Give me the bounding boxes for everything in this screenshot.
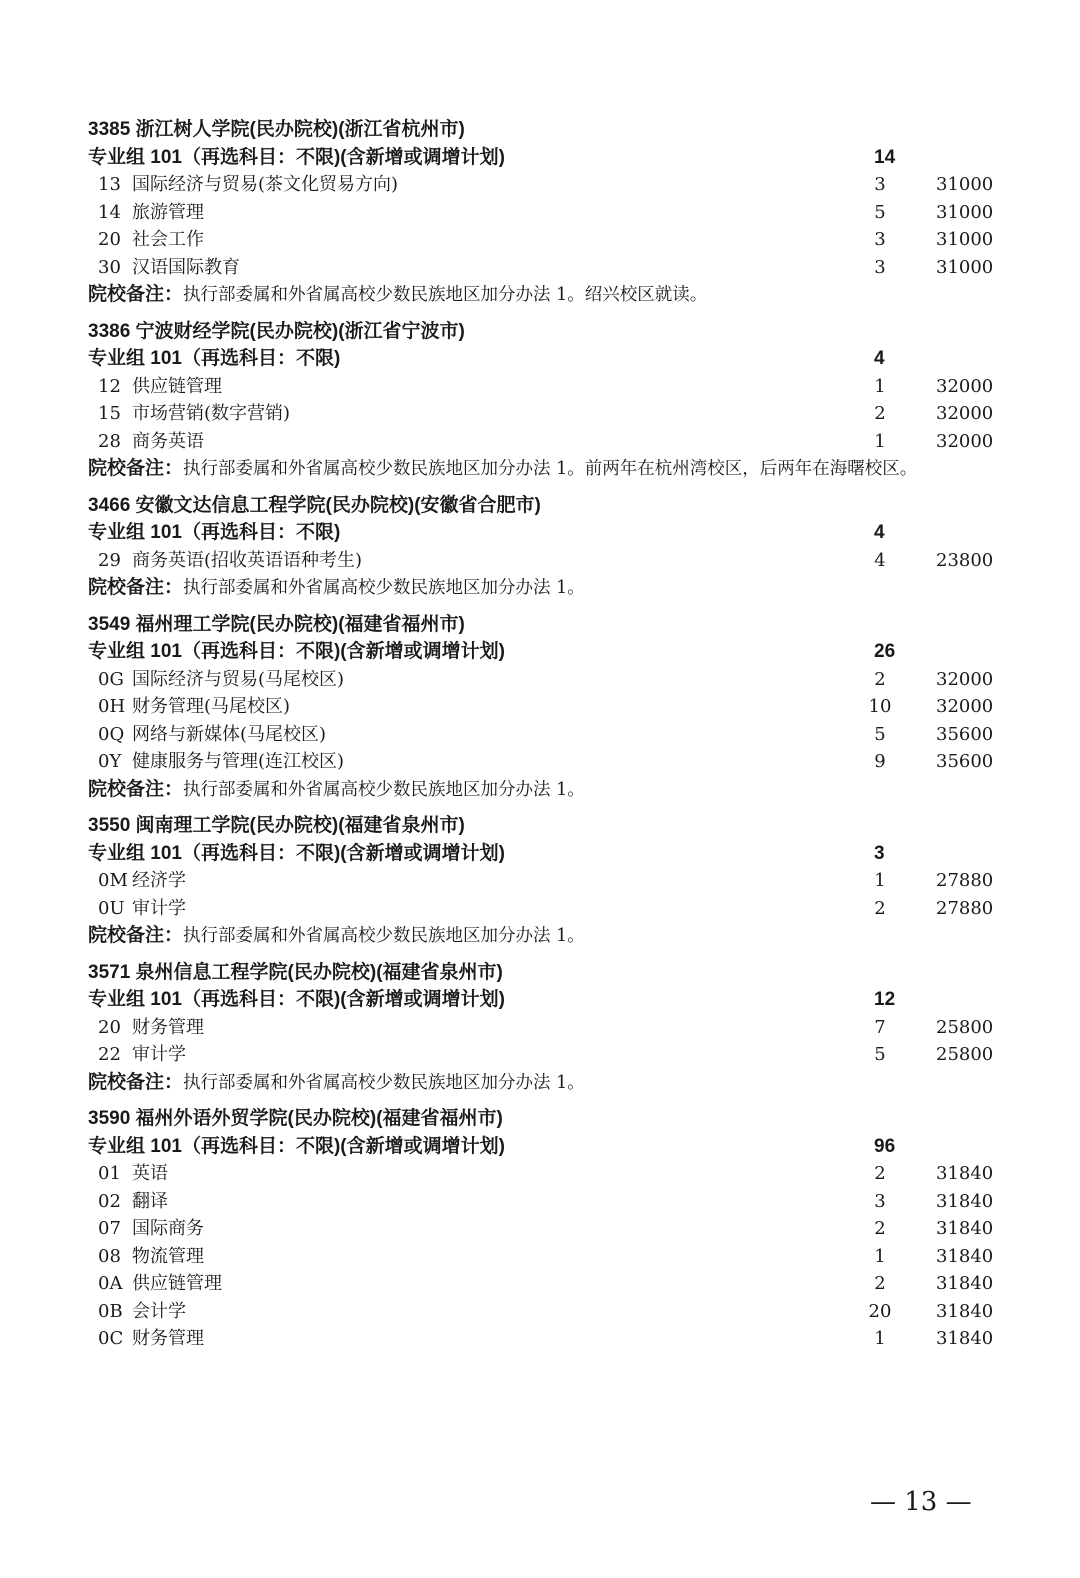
major-group-label: 专业组 101（再选科目：不限)(含新增或调增计划) [88, 146, 505, 168]
major-code: 12 [98, 375, 121, 397]
major-plan-count: 2 [874, 1163, 886, 1184]
school-note-text: 执行部委属和外省属高校少数民族地区加分办法 1。 [183, 779, 585, 800]
major-plan-count: 3 [874, 229, 886, 250]
major-name: 汉语国际教育 [132, 256, 240, 278]
major-row [88, 373, 998, 401]
major-row [88, 171, 998, 199]
major-tuition: 23800 [936, 549, 994, 571]
major-group-count: 4 [874, 348, 885, 369]
major-group-label: 专业组 101（再选科目：不限) [88, 348, 341, 369]
school-note [88, 574, 983, 603]
major-plan-count: 1 [874, 430, 886, 452]
major-group-label: 专业组 101（再选科目：不限) [88, 522, 341, 543]
school-header: 3549 福州理工学院(民办院校)(福建省福州市) [88, 613, 465, 635]
major-name: 网络与新媒体(马尾校区) [132, 723, 327, 745]
major-group-line [88, 840, 998, 868]
major-name: 审计学 [132, 897, 186, 919]
major-code: 14 [98, 201, 121, 223]
school-note [88, 455, 983, 484]
major-tuition: 32000 [936, 403, 994, 424]
major-name: 审计学 [132, 1044, 186, 1065]
major-row [88, 1243, 998, 1271]
school-block [88, 1105, 998, 1353]
major-row [88, 895, 998, 923]
major-row [88, 1188, 998, 1216]
major-row [88, 867, 998, 895]
school-header: 3571 泉州信息工程学院(民办院校)(福建省泉州市) [88, 961, 503, 983]
major-tuition: 31840 [936, 1163, 994, 1184]
major-tuition: 31840 [936, 1328, 994, 1349]
major-plan-count: 5 [874, 201, 886, 223]
major-tuition: 31840 [936, 1300, 994, 1322]
school-block [88, 611, 998, 805]
major-group-label: 专业组 101（再选科目：不限)(含新增或调增计划) [88, 842, 505, 864]
major-name: 会计学 [132, 1300, 186, 1322]
major-tuition: 31840 [936, 1273, 994, 1294]
document-content [88, 116, 998, 1361]
major-group-count: 14 [874, 146, 896, 168]
major-tuition: 31000 [936, 201, 994, 223]
major-plan-count: 2 [874, 668, 886, 690]
major-plan-count: 7 [874, 1016, 886, 1038]
major-group-label: 专业组 101（再选科目：不限)(含新增或调增计划) [88, 1135, 505, 1157]
school-note [88, 1069, 983, 1098]
major-name: 市场营销(数字营销) [132, 403, 291, 424]
major-code: 0Y [98, 751, 122, 772]
school-block [88, 116, 998, 310]
major-row [88, 547, 998, 575]
major-tuition: 32000 [936, 696, 994, 717]
school-block [88, 318, 998, 484]
major-name: 财务管理 [132, 1328, 204, 1349]
school-note [88, 281, 983, 310]
major-row [88, 199, 998, 227]
major-tuition: 27880 [936, 897, 994, 919]
major-group-line [88, 1133, 998, 1161]
major-group-line [88, 638, 998, 666]
major-plan-count: 4 [874, 549, 886, 571]
major-plan-count: 2 [874, 897, 886, 919]
major-tuition: 31000 [936, 256, 994, 278]
major-tuition: 27880 [936, 870, 994, 891]
major-plan-count: 20 [868, 1300, 892, 1322]
major-group-count: 4 [874, 522, 885, 543]
major-group-count: 3 [874, 842, 885, 864]
major-row [88, 400, 998, 428]
major-plan-count: 5 [874, 723, 886, 745]
major-plan-count: 2 [874, 1273, 886, 1294]
major-code: 0U [98, 897, 125, 919]
major-name: 经济学 [132, 870, 186, 891]
school-note-label: 院校备注： [88, 458, 184, 479]
major-code: 02 [98, 1190, 121, 1212]
major-plan-count: 2 [874, 1218, 886, 1239]
major-tuition: 25800 [936, 1016, 994, 1038]
major-code: 0G [98, 668, 124, 690]
school-note-label: 院校备注： [88, 778, 184, 800]
major-group-label: 专业组 101（再选科目：不限)(含新增或调增计划) [88, 989, 505, 1010]
major-name: 健康服务与管理(连江校区) [132, 751, 345, 772]
school-note [88, 922, 983, 951]
major-group-count: 96 [874, 1135, 896, 1157]
major-group-line [88, 519, 998, 547]
school-note-text: 执行部委属和外省属高校少数民族地区加分办法 1。 [183, 926, 585, 946]
major-plan-count: 1 [874, 870, 886, 891]
major-plan-count: 1 [874, 1328, 886, 1349]
major-row [88, 1270, 998, 1298]
school-header: 3386 宁波财经学院(民办院校)(浙江省宁波市) [88, 320, 465, 342]
major-tuition: 31840 [936, 1190, 994, 1212]
school-note-label: 院校备注： [88, 284, 184, 305]
major-group-count: 26 [874, 641, 896, 662]
major-plan-count: 5 [874, 1044, 886, 1065]
page-number: — 13 — [870, 1487, 972, 1517]
major-row [88, 254, 998, 282]
major-code: 0H [98, 696, 126, 717]
major-name: 旅游管理 [132, 201, 204, 223]
major-name: 英语 [132, 1163, 168, 1184]
major-code: 29 [98, 549, 121, 571]
major-group-count: 12 [874, 989, 896, 1010]
school-note [88, 776, 983, 805]
major-tuition: 31840 [936, 1245, 994, 1267]
major-row [88, 428, 998, 456]
major-row [88, 1014, 998, 1042]
school-block [88, 812, 998, 951]
major-code: 0B [98, 1300, 123, 1322]
major-code: 13 [98, 174, 121, 195]
school-note-label: 院校备注： [88, 577, 184, 598]
major-name: 供应链管理 [132, 1273, 222, 1294]
major-tuition: 32000 [936, 375, 994, 397]
major-code: 0Q [98, 723, 125, 745]
school-header: 3590 福州外语外贸学院(民办院校)(福建省福州市) [88, 1108, 503, 1129]
major-code: 20 [98, 1016, 121, 1038]
major-name: 财务管理(马尾校区) [132, 696, 291, 717]
major-tuition: 31000 [936, 174, 994, 195]
school-note-text: 执行部委属和外省属高校少数民族地区加分办法 1。绍兴校区就读。 [183, 285, 708, 305]
major-name: 供应链管理 [132, 375, 222, 397]
major-row [88, 693, 998, 721]
major-plan-count: 3 [874, 1190, 886, 1212]
major-row [88, 1325, 998, 1353]
major-name: 商务英语(招收英语语种考生) [132, 549, 363, 571]
major-row [88, 1160, 998, 1188]
major-plan-count: 3 [874, 256, 886, 278]
major-plan-count: 10 [868, 696, 892, 717]
major-code: 0A [98, 1273, 123, 1294]
major-name: 财务管理 [132, 1016, 204, 1038]
major-row [88, 1298, 998, 1326]
major-tuition: 35600 [936, 723, 994, 745]
major-row [88, 666, 998, 694]
major-code: 22 [98, 1044, 121, 1065]
major-row [88, 1041, 998, 1069]
school-note-text: 执行部委属和外省属高校少数民族地区加分办法 1。 [183, 1072, 585, 1093]
major-plan-count: 1 [874, 375, 886, 397]
major-code: 08 [98, 1245, 121, 1267]
major-name: 国际商务 [132, 1218, 204, 1239]
major-group-label: 专业组 101（再选科目：不限)(含新增或调增计划) [88, 641, 505, 662]
major-name: 物流管理 [132, 1245, 204, 1267]
major-code: 28 [98, 430, 121, 452]
major-name: 国际经济与贸易(马尾校区) [132, 668, 345, 690]
major-row [88, 226, 998, 254]
major-tuition: 32000 [936, 668, 994, 690]
major-plan-count: 3 [874, 174, 886, 195]
major-row [88, 748, 998, 776]
major-code: 0C [98, 1328, 124, 1349]
school-note-text: 执行部委属和外省属高校少数民族地区加分办法 1。 [183, 578, 585, 598]
major-group-line [88, 144, 998, 172]
major-code: 01 [98, 1163, 121, 1184]
major-name: 翻译 [132, 1190, 168, 1212]
school-header: 3466 安徽文达信息工程学院(民办院校)(安徽省合肥市) [88, 494, 541, 516]
school-block [88, 492, 998, 603]
major-tuition: 31000 [936, 229, 994, 250]
major-plan-count: 1 [874, 1245, 886, 1267]
major-name: 国际经济与贸易(茶文化贸易方向) [132, 174, 399, 195]
major-plan-count: 9 [874, 751, 886, 772]
major-group-line [88, 986, 998, 1014]
major-tuition: 25800 [936, 1044, 994, 1065]
school-note-text: 执行部委属和外省属高校少数民族地区加分办法 1。前两年在杭州湾校区，后两年在海曙校区。 [183, 459, 918, 479]
major-row [88, 721, 998, 749]
school-header: 3550 闽南理工学院(民办院校)(福建省泉州市) [88, 815, 465, 836]
major-tuition: 32000 [936, 430, 994, 452]
major-row [88, 1215, 998, 1243]
school-header: 3385 浙江树人学院(民办院校)(浙江省杭州市) [88, 119, 465, 140]
major-tuition: 35600 [936, 751, 994, 772]
major-plan-count: 2 [874, 403, 886, 424]
major-code: 20 [98, 229, 121, 250]
major-code: 07 [98, 1218, 121, 1239]
major-group-line [88, 345, 998, 373]
major-code: 15 [98, 403, 121, 424]
school-note-label: 院校备注： [88, 1071, 184, 1093]
major-tuition: 31840 [936, 1218, 994, 1239]
major-name: 社会工作 [132, 229, 204, 250]
school-block [88, 959, 998, 1098]
major-code: 30 [98, 256, 121, 278]
school-note-label: 院校备注： [88, 925, 184, 946]
major-name: 商务英语 [132, 430, 204, 452]
major-code: 0M [98, 870, 128, 891]
